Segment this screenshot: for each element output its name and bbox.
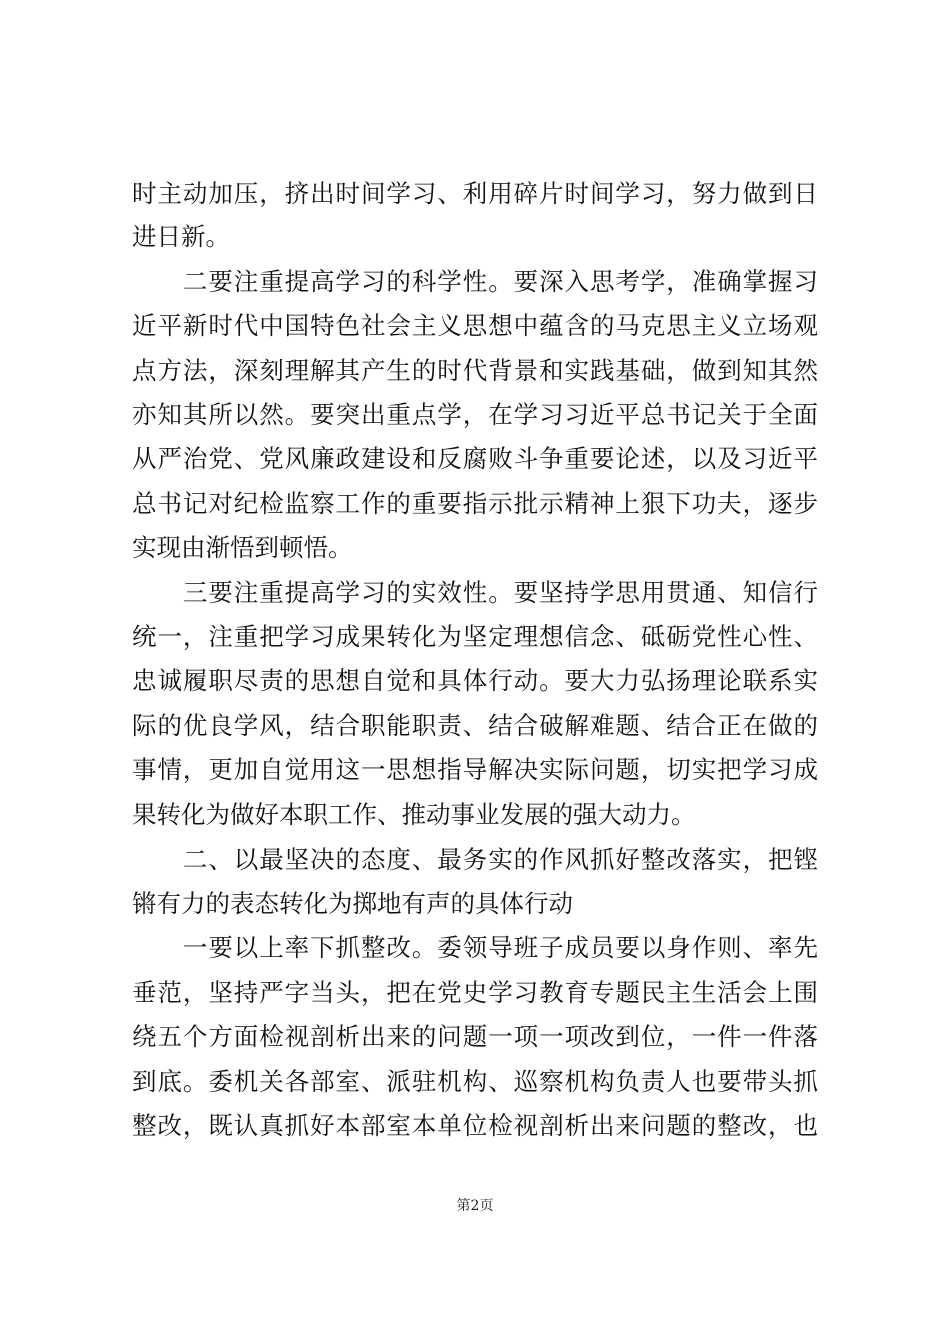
text-line: 事情，更加自觉用这一思想指导解决实际问题，切实把学习成 [132, 755, 818, 784]
text-line: 亦知其所以然。要突出重点学，在学习习近平总书记关于全面 [132, 400, 818, 429]
text-line: 总书记对纪检监察工作的重要指示批示精神上狠下功夫，逐步 [132, 489, 818, 518]
text-line: 近平新时代中国特色社会主义思想中蕴含的马克思主义立场观 [132, 311, 818, 340]
text-line: 整改，既认真抓好本部室本单位检视剖析出来问题的整改，也 [132, 1111, 818, 1140]
text-line: 际的优良学风，结合职能职责、结合破解难题、结合正在做的 [132, 711, 818, 740]
text-line: 绕五个方面检视剖析出来的问题一项一项改到位，一件一件落 [132, 1022, 818, 1051]
text-line: 统一，注重把学习成果转化为坚定理想信念、砥砺党性心性、 [132, 622, 818, 651]
text-line: 时主动加压，挤出时间学习、利用碎片时间学习，努力做到日 [132, 179, 818, 208]
text-line: 二要注重提高学习的科学性。要深入思考学，准确掌握习 [132, 267, 818, 296]
text-line: 三要注重提高学习的实效性。要坚持学思用贯通、知信行 [132, 578, 818, 607]
text-line: 果转化为做好本职工作、推动事业发展的强大动力。 [132, 800, 696, 829]
text-line: 忠诚履职尽责的思想自觉和具体行动。要大力弘扬理论联系实 [132, 666, 818, 695]
text-line: 垂范，坚持严字当头，把在党史学习教育专题民主生活会上围 [132, 978, 818, 1007]
text-line: 到底。委机关各部室、派驻机构、巡察机构负责人也要带头抓 [132, 1067, 818, 1096]
text-line: 进日新。 [132, 222, 230, 251]
text-line: 点方法，深刻理解其产生的时代背景和实践基础，做到知其然 [132, 356, 818, 385]
text-line: 实现由渐悟到顿悟。 [132, 533, 353, 562]
text-line: 二、以最坚决的态度、最务实的作风抓好整改落实，把铿 [132, 845, 818, 874]
text-line: 锵有力的表态转化为掷地有声的具体行动 [132, 889, 573, 918]
text-line: 从严治党、党风廉政建设和反腐败斗争重要论述，以及习近平 [132, 444, 818, 473]
text-line: 一要以上率下抓整改。委领导班子成员要以身作则、率先 [132, 933, 818, 962]
page-number: 第2页 [456, 1198, 494, 1214]
